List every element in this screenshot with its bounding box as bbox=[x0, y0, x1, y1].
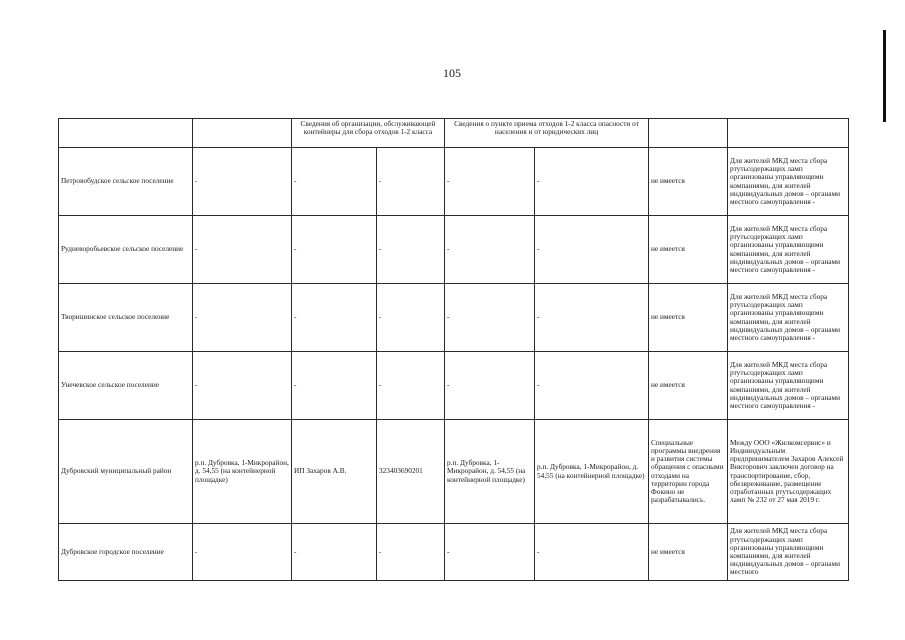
container-address: - bbox=[193, 352, 292, 420]
org-name: ИП Захаров А.В. bbox=[292, 420, 377, 524]
table-row bbox=[59, 216, 849, 284]
header-cell-empty bbox=[59, 119, 193, 148]
settlement-name: Рудневоробьевское сельское поселение bbox=[59, 216, 193, 284]
table-row bbox=[59, 148, 849, 216]
point-address-population: - bbox=[445, 148, 535, 216]
org-inn: - bbox=[377, 284, 445, 352]
programs: не имеется bbox=[649, 284, 728, 352]
org-name: - bbox=[292, 216, 377, 284]
waste-collection-table bbox=[58, 118, 849, 581]
notes: Для жителей МКД места сбора ртутьсодержащих ламп организованы управляющими компаниями, для жителей индивидуальных домов – органами местного самоуправления - bbox=[728, 284, 849, 352]
org-inn: - bbox=[377, 216, 445, 284]
notes: Для жителей МКД места сбора ртутьсодержащих ламп организованы управляющими компаниями, для жителей индивидуальных домов – органами местного bbox=[728, 524, 849, 581]
settlement-name: Дубровское городское поселение bbox=[59, 524, 193, 581]
header-cell-empty bbox=[649, 119, 728, 148]
scan-edge-mark bbox=[883, 30, 886, 122]
point-address-legal: - bbox=[535, 352, 649, 420]
org-inn: - bbox=[377, 352, 445, 420]
programs: не имеется bbox=[649, 216, 728, 284]
org-name: - bbox=[292, 148, 377, 216]
table-row bbox=[59, 524, 849, 581]
settlement-name: Петровобудское сельское поселение bbox=[59, 148, 193, 216]
header-cell-empty bbox=[193, 119, 292, 148]
settlement-name: Унечевское сельское поселение bbox=[59, 352, 193, 420]
point-address-population: р.п. Дубровка, 1-Микрорайон, д. 54,55 (на контейнерной площадке) bbox=[445, 420, 535, 524]
container-address: - bbox=[193, 524, 292, 581]
table-row bbox=[59, 352, 849, 420]
org-name: - bbox=[292, 524, 377, 581]
header-point-info: Сведения о пункте приема отходов 1-2 класса опасности от населения и от юридических лиц bbox=[445, 119, 649, 148]
programs: не имеется bbox=[649, 148, 728, 216]
org-inn: - bbox=[377, 524, 445, 581]
point-address-legal: - bbox=[535, 216, 649, 284]
notes: Для жителей МКД места сбора ртутьсодержащих ламп организованы управляющими компаниями, для жителей индивидуальных домов – органами местного самоуправления - bbox=[728, 352, 849, 420]
notes: Для жителей МКД места сбора ртутьсодержащих ламп организованы управляющими компаниями, для жителей индивидуальных домов – органами местного самоуправления - bbox=[728, 216, 849, 284]
point-address-population: - bbox=[445, 284, 535, 352]
table-row bbox=[59, 420, 849, 524]
page-number: 105 bbox=[443, 66, 461, 80]
point-address-population: - bbox=[445, 524, 535, 581]
settlement-name: Дубровский муниципальный район bbox=[59, 420, 193, 524]
container-address: - bbox=[193, 216, 292, 284]
notes: Между ООО «Жилкомсервис» и Индивидуальным предпринимателем Захаров Алексей Викторович заключен договор на транспортирование, сбор, обезвреживание, размещение отработанных ртутьсодержащих ламп № 232 от 27 мая 2019 г. bbox=[728, 420, 849, 524]
container-address: р.п. Дубровка, 1-Микрорайон, д. 54,55 (на контейнерной площадке) bbox=[193, 420, 292, 524]
point-address-legal: - bbox=[535, 284, 649, 352]
settlement-name: Творишинское сельское поселение bbox=[59, 284, 193, 352]
org-name: - bbox=[292, 284, 377, 352]
org-name: - bbox=[292, 352, 377, 420]
org-inn: 323403690201 bbox=[377, 420, 445, 524]
point-address-legal: р.п. Дубровка, 1-Микрорайон, д. 54,55 (на контейнерной площадке) bbox=[535, 420, 649, 524]
container-address: - bbox=[193, 284, 292, 352]
table-header-row bbox=[59, 119, 849, 148]
point-address-population: - bbox=[445, 216, 535, 284]
point-address-legal: - bbox=[535, 524, 649, 581]
org-inn: - bbox=[377, 148, 445, 216]
notes: Для жителей МКД места сбора ртутьсодержащих ламп организованы управляющими компаниями, для жителей индивидуальных домов – органами местного самоуправления - bbox=[728, 148, 849, 216]
point-address-population: - bbox=[445, 352, 535, 420]
header-cell-empty bbox=[728, 119, 849, 148]
container-address: - bbox=[193, 148, 292, 216]
programs: не имеется bbox=[649, 524, 728, 581]
programs: не имеется bbox=[649, 352, 728, 420]
point-address-legal: - bbox=[535, 148, 649, 216]
programs: Специальные программы внедрения и развития системы обращения с опасными отходами на территории города Фокино не разрабатывались. bbox=[649, 420, 728, 524]
header-org-info: Сведения об организации, обслуживающей контейнеры для сбора отходов 1-2 класса bbox=[292, 119, 445, 148]
table-row bbox=[59, 284, 849, 352]
